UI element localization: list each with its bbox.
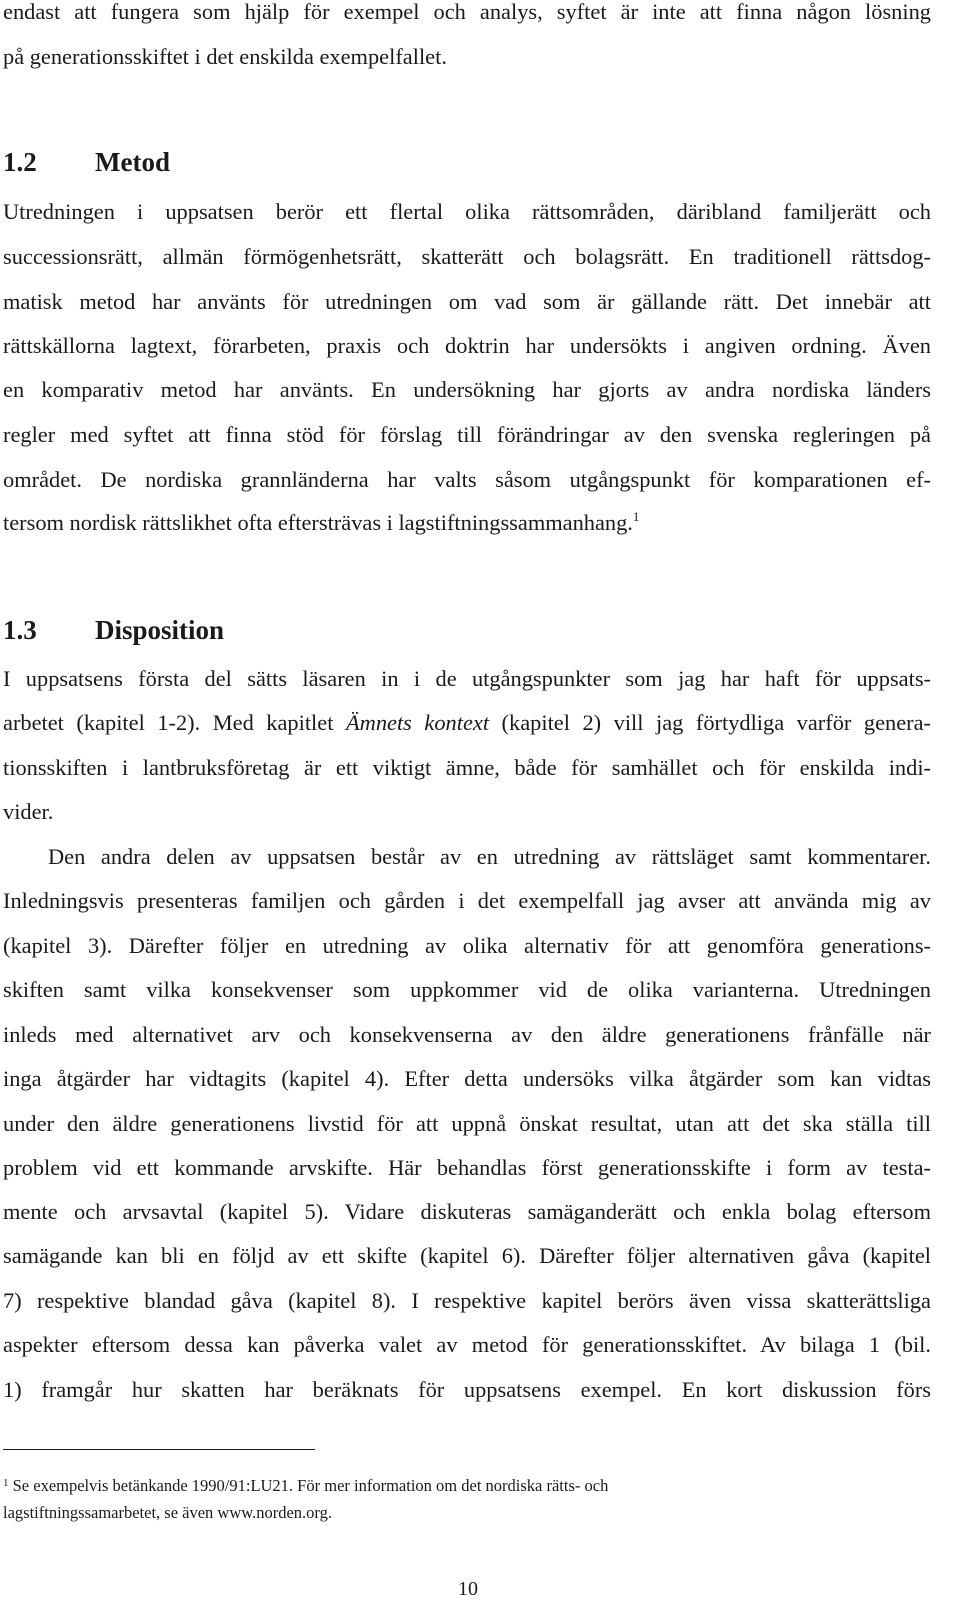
disp-p2-line-3: (kapitel 3). Därefter följer en utredning av olika alternativ för att genomföra generations- xyxy=(3,933,931,958)
section-heading-disposition xyxy=(3,613,224,647)
metod-line-8 xyxy=(3,508,931,538)
footnote-ref: 1 xyxy=(632,509,640,524)
disp-p2-line-12: aspekter eftersom dessa kan påverka valet av metod för generationsskiftet. Av bilaga 1 (bil. xyxy=(3,1332,931,1357)
metod-line-2: successionsrätt, allmän förmögenhetsrätt, skatterätt och bolagsrätt. En traditionell rättsdog- xyxy=(3,244,931,269)
disp-p2-line-2: Inledningsvis presenteras familjen och gården i det exempelfall jag avser att använda mig av xyxy=(3,888,931,913)
metod-line-3: matisk metod har använts för utredningen om vad som är gällande rätt. Det innebär att xyxy=(3,289,931,314)
footnote-text: Se exempelvis betänkande 1990/91:LU21. För mer information om det nordiska rätts- och xyxy=(8,1476,609,1495)
disp-p1-line-2-b: (kapitel 2) vill jag förtydliga varför genera- xyxy=(489,710,931,735)
metod-line-8-text: tersom nordisk rättslikhet ofta eftersträvas i lagstiftningssammanhang. xyxy=(3,510,633,535)
footnote-separator xyxy=(3,1449,315,1450)
disp-p2-line-11: 7) respektive blandad gåva (kapitel 8). I respektive kapitel berörs även vissa skatterättsliga xyxy=(3,1288,931,1313)
page-number: 10 xyxy=(458,1578,478,1600)
metod-line-7: området. De nordiska grannländerna har valts såsom utgångspunkt för komparationen ef- xyxy=(3,467,931,492)
disp-p2-line-5: inleds med alternativet arv och konsekvenserna av den äldre generationens frånfälle när xyxy=(3,1022,931,1047)
section-number: 1.3 xyxy=(3,615,37,645)
disp-p1-line-4: vider. xyxy=(3,799,54,824)
intro-line-2: på generationsskiftet i det enskilda exempelfallet. xyxy=(3,44,447,69)
disp-p2-line-4: skiften samt vilka konsekvenser som uppkommer vid de olika varianterna. Utredningen xyxy=(3,977,931,1002)
disp-p2-line-7: under den äldre generationens livstid för att uppnå önskat resultat, utan att det ska ställa till xyxy=(3,1111,931,1136)
section-title: Metod xyxy=(95,147,170,177)
disp-p2-line-10: samägande kan bli en följd av ett skifte (kapitel 6). Därefter följer alternativen gåva (kapitel xyxy=(3,1243,931,1268)
disp-p1-line-2-a: arbetet (kapitel 1-2). Med kapitlet xyxy=(3,710,346,735)
metod-line-5: en komparativ metod har använts. En undersökning har gjorts av andra nordiska länders xyxy=(3,377,931,402)
disp-p2-line-9: mente och arvsavtal (kapitel 5). Vidare diskuteras samäganderätt och enkla bolag eftersom xyxy=(3,1199,931,1224)
disp-p1-line-1: I uppsatsens första del sätts läsaren in i de utgångspunkter som jag har haft för uppsats- xyxy=(3,666,931,691)
disp-p2-line-13: 1) framgår hur skatten har beräknats för uppsatsens exempel. En kort diskussion förs xyxy=(3,1377,931,1402)
intro-line-1: endast att fungera som hjälp för exempel och analys, syftet är inte att finna någon lösning xyxy=(3,0,931,24)
disp-p1-line-3: tionsskiften i lantbruksföretag är ett viktigt ämne, både för samhället och för enskilda indi- xyxy=(3,755,931,780)
disp-p2-line-8: problem vid ett kommande arvskifte. Här behandlas först generationsskifte i form av testa- xyxy=(3,1155,931,1180)
footnote-marker: 1 xyxy=(3,1477,9,1489)
disp-p1-line-2 xyxy=(3,708,931,738)
metod-line-1: Utredningen i uppsatsen berör ett flertal olika rättsområden, däribland familjerätt och xyxy=(3,199,931,224)
chapter-title-italic: Ämnets kontext xyxy=(345,710,490,735)
disp-p2-line-6: inga åtgärder har vidtagits (kapitel 4). Efter detta undersöks vilka åtgärder som kan vidtas xyxy=(3,1066,931,1091)
section-number: 1.2 xyxy=(3,147,37,177)
footnote-line-2: lagstiftningssamarbetet, se även www.norden.org. xyxy=(3,1503,333,1522)
section-title: Disposition xyxy=(95,615,225,645)
metod-line-4: rättskällorna lagtext, förarbeten, praxis och doktrin har undersökts i angiven ordning. Även xyxy=(3,333,931,358)
section-heading-metod xyxy=(3,145,170,179)
footnote-line-1 xyxy=(3,1474,903,1498)
disp-p2-line-1: Den andra delen av uppsatsen består av en utredning av rättsläget samt kommentarer. xyxy=(48,844,931,869)
metod-line-6: regler med syftet att finna stöd för förslag till förändringar av den svenska regleringen på xyxy=(3,422,931,447)
